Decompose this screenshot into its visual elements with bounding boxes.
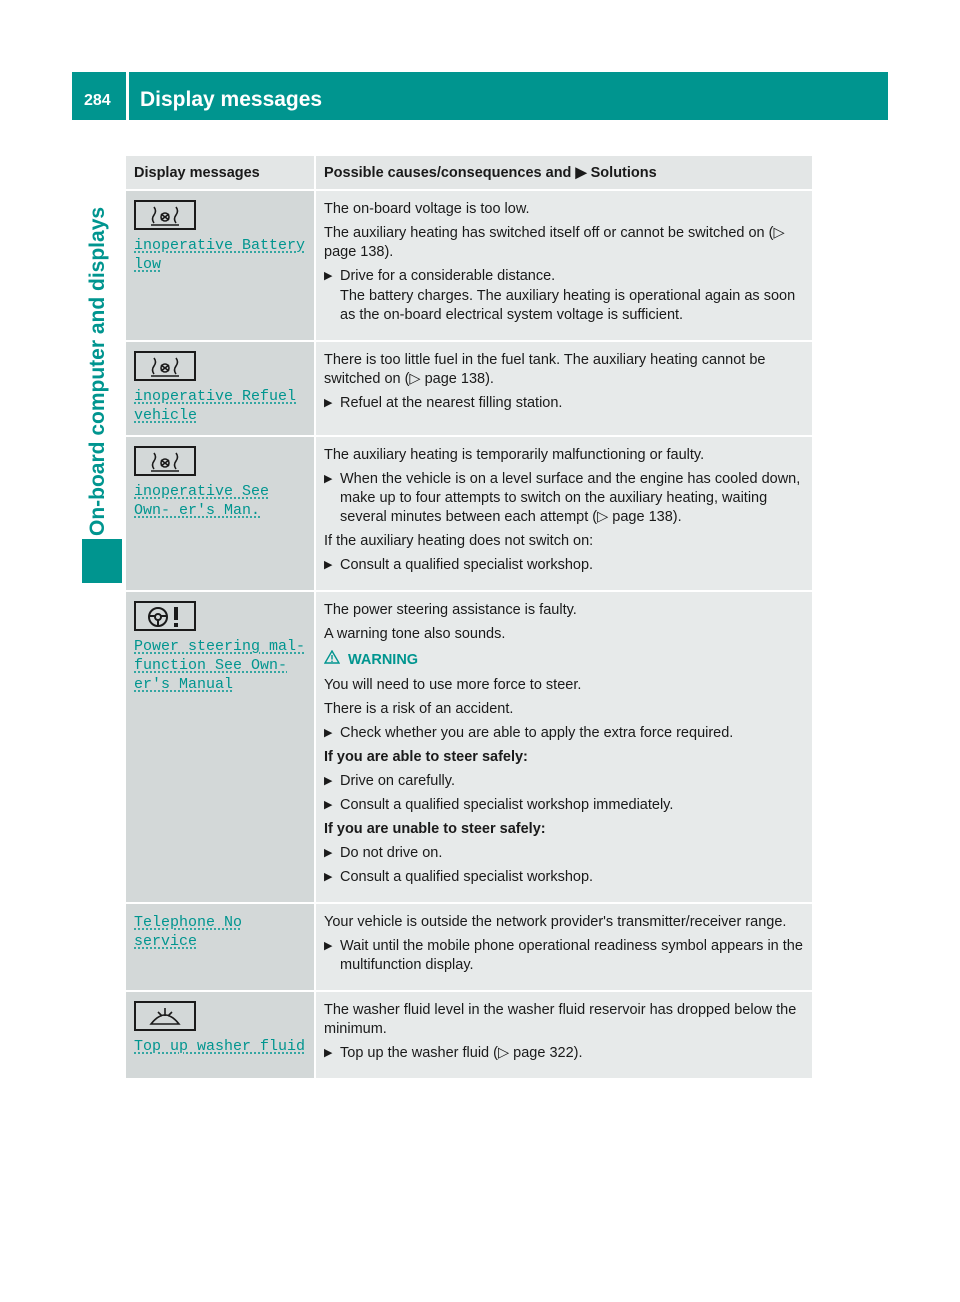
step-arrow-icon: ▶ xyxy=(324,775,333,787)
step-arrow-icon: ▶ xyxy=(324,727,333,739)
description-text: The auxiliary heating is temporarily malfunctioning or faulty. xyxy=(324,447,705,463)
display-message-cell xyxy=(126,992,316,1080)
warning-triangle-icon xyxy=(324,650,340,670)
description-text: There is a risk of an accident. xyxy=(324,701,514,717)
step-arrow-icon: ▶ xyxy=(324,270,333,282)
step-arrow-icon: ▶ xyxy=(324,847,333,859)
causes-solutions-cell xyxy=(316,191,812,342)
description-text: You will need to use more force to steer. xyxy=(324,677,582,693)
display-message-text: Power steering mal‐ function See Own‐ er's Manual xyxy=(134,638,306,693)
step-arrow-icon: ▶ xyxy=(324,871,333,883)
description-text: There is too little fuel in the fuel tank. The auxiliary heating cannot be switched on (▷ page 138). xyxy=(324,352,766,387)
description-text: The power steering assistance is faulty. xyxy=(324,602,577,618)
step-arrow-icon: ▶ xyxy=(324,799,333,811)
solution-step: ▶ Consult a qualified specialist workshop. xyxy=(324,557,594,573)
step-arrow-icon: ▶ xyxy=(324,1047,333,1059)
display-message-text: Telephone No service xyxy=(134,914,243,950)
description-text: The on-board voltage is too low. xyxy=(324,201,530,217)
auxiliary-heating-icon xyxy=(134,200,196,230)
solution-step: ▶ Wait until the mobile phone operational readiness symbol appears in the multifunction display. xyxy=(324,938,803,973)
step-arrow-icon: ▶ xyxy=(324,940,333,952)
page-number: 284 xyxy=(84,92,111,109)
header-divider xyxy=(126,72,129,120)
table-row xyxy=(126,904,812,992)
page-title: Display messages xyxy=(140,88,323,111)
description-text: The washer fluid level in the washer fluid reservoir has dropped below the minimum. xyxy=(324,1002,797,1037)
display-message-cell xyxy=(126,191,316,342)
solution-step: The battery charges. The auxiliary heating is operational again as soon as the on-board electrical system voltage is sufficient. xyxy=(340,288,796,323)
causes-solutions-cell xyxy=(316,592,812,904)
table-row xyxy=(126,342,812,437)
causes-solutions-cell xyxy=(316,992,812,1080)
step-arrow-icon: ▶ xyxy=(324,397,333,409)
solution-step: ▶ Refuel at the nearest filling station. xyxy=(324,395,563,411)
display-message-text: inoperative Battery low xyxy=(134,237,306,273)
solution-step: ▶ Do not drive on. xyxy=(324,845,443,861)
solution-arrow-icon: ▶ xyxy=(575,164,587,181)
condition-heading: If you are unable to steer safely: xyxy=(324,821,546,837)
causes-solutions-cell xyxy=(316,437,812,592)
step-arrow-icon: ▶ xyxy=(324,559,333,571)
column-header-display-messages: Display messages xyxy=(126,156,316,191)
solution-step: ▶ Top up the washer fluid (▷ page 322). xyxy=(324,1045,583,1061)
solution-step: ▶ Drive for a considerable distance. xyxy=(324,268,556,284)
condition-heading: If you are able to steer safely: xyxy=(324,749,528,765)
step-arrow-icon: ▶ xyxy=(324,473,333,485)
causes-solutions-cell xyxy=(316,904,812,992)
solution-step: ▶ Check whether you are able to apply the extra force required. xyxy=(324,725,734,741)
causes-solutions-cell xyxy=(316,342,812,437)
display-message-cell xyxy=(126,437,316,592)
table-row xyxy=(126,191,812,342)
description-text: The auxiliary heating has switched itself off or cannot be switched on (▷ page 138). xyxy=(324,225,785,260)
auxiliary-heating-icon xyxy=(134,351,196,381)
table-row xyxy=(126,992,812,1080)
solution-step: ▶ Drive on carefully. xyxy=(324,773,455,789)
display-message-cell xyxy=(126,904,316,992)
display-message-text: inoperative See Own‐ er's Man. xyxy=(134,483,270,519)
solution-step: ▶ Consult a qualified specialist workshop. xyxy=(324,869,594,885)
column-header-causes: Possible causes/consequences and ▶ Solutions xyxy=(316,156,812,191)
steering-wheel-warning-icon xyxy=(134,601,196,631)
description-text: If the auxiliary heating does not switch on: xyxy=(324,533,594,549)
description-text: Your vehicle is outside the network provider's transmitter/receiver range. xyxy=(324,914,787,930)
section-marker xyxy=(82,539,122,583)
washer-fluid-icon xyxy=(134,1001,196,1031)
table-row xyxy=(126,437,812,592)
section-label: On-board computer and displays xyxy=(86,206,109,536)
solution-step: ▶ When the vehicle is on a level surface and the engine has cooled down, make up to four attempts to switch on the auxiliary heating, waiting several minutes between each attempt (▷ page 138). xyxy=(324,471,801,525)
display-message-cell xyxy=(126,592,316,904)
display-message-text: Top up washer fluid xyxy=(134,1038,306,1055)
display-message-cell xyxy=(126,342,316,437)
auxiliary-heating-icon xyxy=(134,446,196,476)
table-row xyxy=(126,592,812,904)
warning-heading: WARNING xyxy=(324,650,804,670)
messages-table xyxy=(126,156,812,1080)
description-text: A warning tone also sounds. xyxy=(324,626,506,642)
display-message-text: inoperative Refuel vehicle xyxy=(134,388,297,424)
solution-step: ▶ Consult a qualified specialist workshop immediately. xyxy=(324,797,674,813)
